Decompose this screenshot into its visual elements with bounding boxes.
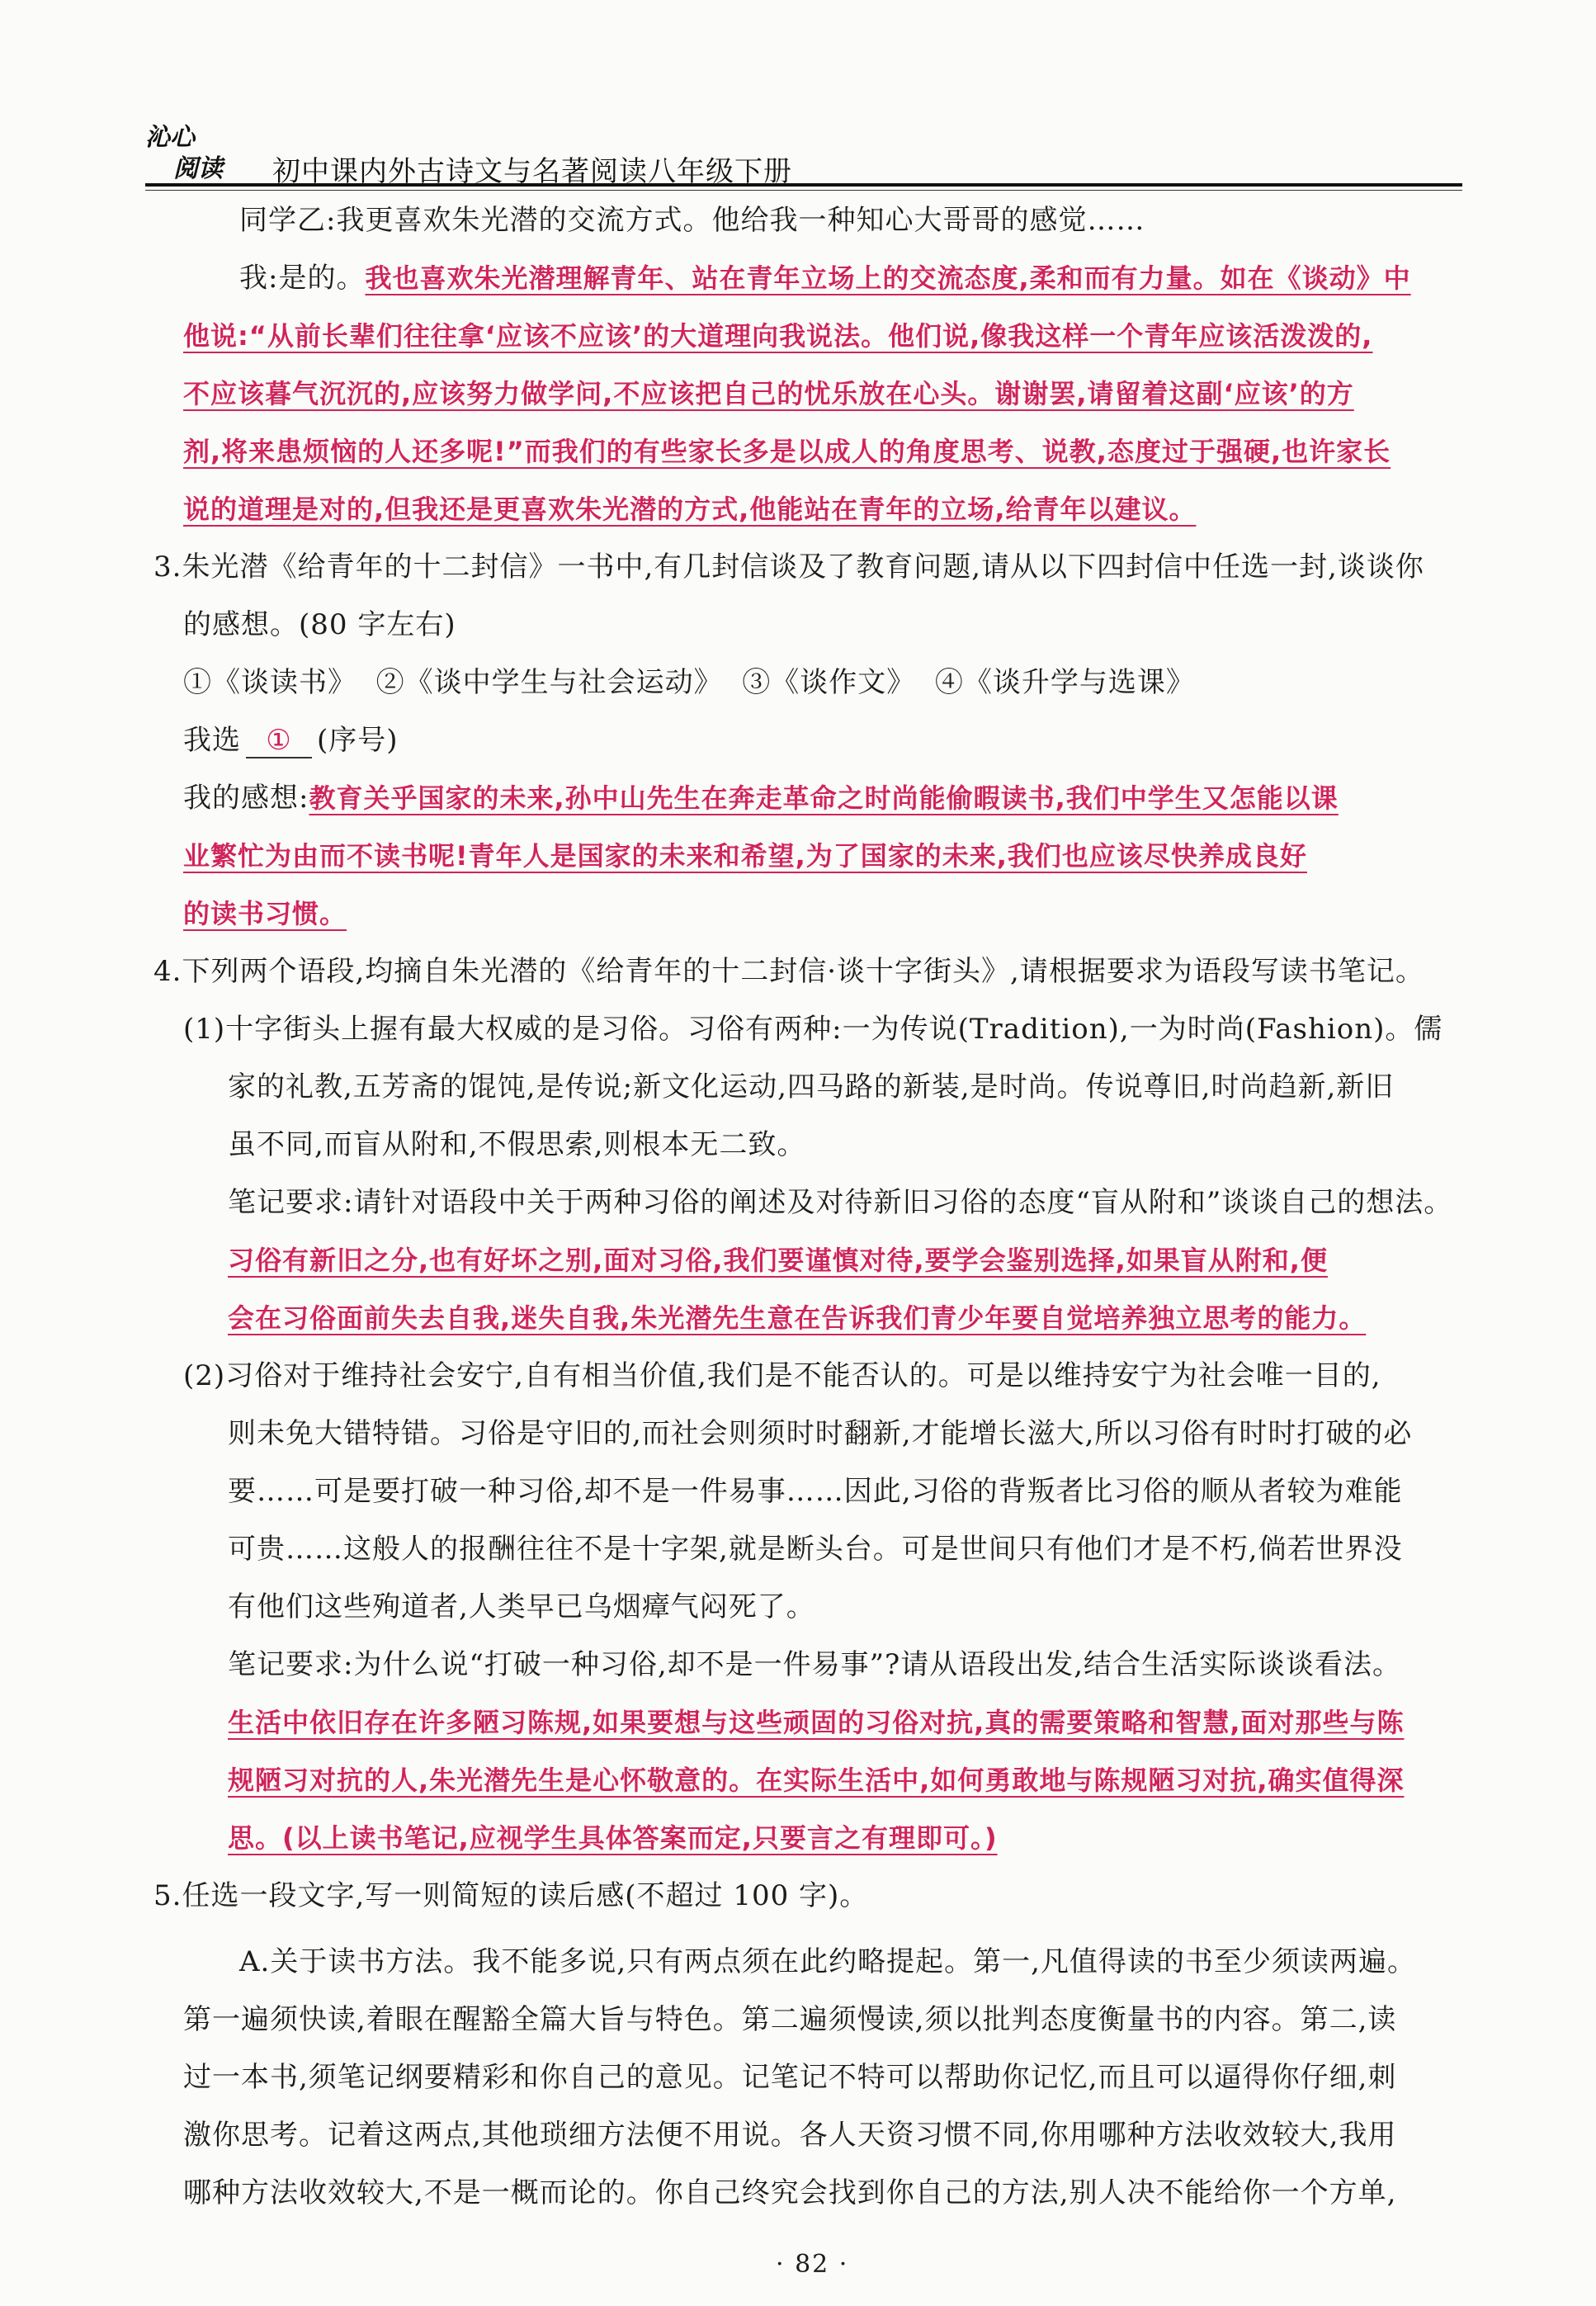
answer-line: 剂,将来患烦恼的人还多呢!”而我们的有些家长多是以成人的角度思考、说教,态度过于强硬,也许家长	[183, 436, 1391, 467]
speaker-label: 我:是的。	[239, 262, 366, 295]
answer-line	[239, 262, 1411, 295]
answer-line: 思。(以上读书笔记,应视学生具体答案而定,只要言之有理即可。)	[228, 1822, 998, 1854]
answer-line: 说的道理是对的,但我还是更喜欢朱光潜的方式,他能站在青年的立场,给青年以建议。	[183, 494, 1197, 525]
dialogue-line: 同学乙:我更喜欢朱光潜的交流方式。他给我一种知心大哥哥的感觉……	[239, 204, 1145, 237]
passage-2: 有他们这些殉道者,人类早已乌烟瘴气闷死了。	[228, 1590, 815, 1623]
note-requirement-1: 笔记要求:请针对语段中关于两种习俗的阐述及对待新旧习俗的态度“盲从附和”谈谈自己的想法。	[228, 1186, 1453, 1219]
page-number: · 82 ·	[776, 2250, 849, 2279]
answer-line: 规陋习对抗的人,朱光潜先生是心怀敬意的。在实际生活中,如何勇敢地与陈规陋习对抗,确实值得深	[228, 1765, 1405, 1796]
passage-1: (1)十字街头上握有最大权威的是习俗。习俗有两种:一为传说(Tradition),一为时尚(Fashion)。儒	[183, 1013, 1443, 1046]
logo-line-2: 阅读	[173, 154, 223, 183]
feeling-label: 我的感想:	[183, 782, 309, 815]
question-3-cont: 的感想。(80 字左右)	[183, 608, 456, 641]
passage-a: 过一本书,须笔记纲要精彩和你自己的意见。记笔记不特可以帮助你记忆,而且可以逼得你仔细,刺	[183, 2061, 1397, 2094]
logo-line-1: 沁心	[145, 123, 195, 152]
answer-line: 不应该暮气沉沉的,应该努力做学问,不应该把自己的忧乐放在心头。谢谢罢,请留着这副‘应该’的方	[183, 378, 1354, 409]
series-logo	[145, 122, 269, 182]
question-4: 4.下列两个语段,均摘自朱光潜的《给青年的十二封信·谈十字街头》,请根据要求为语段写读书笔记。	[153, 955, 1424, 988]
passage-2: 要……可是要打破一种习俗,却不是一件易事……因此,习俗的背叛者比习俗的顺从者较为难能	[228, 1475, 1403, 1508]
passage-a: 激你思考。记着这两点,其他琐细方法便不用说。各人天资习惯不同,你用哪种方法收效较大,我用	[183, 2119, 1397, 2152]
passage-a: 哪种方法收效较大,不是一概而论的。你自己终究会找到你自己的方法,别人决不能给你一个方单,	[183, 2176, 1397, 2209]
passage-1: 家的礼教,五芳斋的馄饨,是传说;新文化运动,四马路的新装,是时尚。传说尊旧,时尚趋新,新旧	[228, 1070, 1395, 1103]
answer-line: 业繁忙为由而不读书呢!青年人是国家的未来和希望,为了国家的未来,我们也应该尽快养成良好	[183, 840, 1307, 872]
answer-text: 教育关乎国家的未来,孙中山先生在奔走革命之时尚能偷暇读书,我们中学生又怎能以课	[309, 782, 1339, 814]
question-3: 3.朱光潜《给青年的十二封信》一书中,有几封信谈及了教育问题,请从以下四封信中任选一封,谈谈你	[153, 551, 1424, 584]
answer-line: 他说:“从前长辈们往往拿‘应该不应该’的大道理向我说法。他们说,像我这样一个青年应该活泼泼的,	[183, 320, 1373, 352]
passage-2: 则未免大错特错。习俗是守旧的,而社会则须时时翻新,才能增长滋大,所以习俗有时时打破的必	[228, 1417, 1413, 1450]
question-3-options: ①《谈读书》 ②《谈中学生与社会运动》 ③《谈作文》 ④《谈升学与选课》	[183, 666, 1195, 699]
passage-1: 虽不同,而盲从附和,不假思索,则根本无二致。	[228, 1128, 806, 1161]
choice-line	[183, 724, 399, 758]
answer-line: 生活中依旧存在许多陋习陈规,如果要想与这些顽固的习俗对抗,真的需要策略和智慧,面对那些与陈	[228, 1707, 1405, 1738]
passage-2: 可贵……这般人的报酬往往不是十字架,就是断头台。可是世间只有他们才是不朽,倘若世界没	[228, 1533, 1403, 1566]
feeling-line	[183, 782, 1339, 815]
choice-suffix: (序号)	[317, 724, 399, 757]
answer-text: 我也喜欢朱光潜理解青年、站在青年立场上的交流态度,柔和而有力量。如在《谈动》中	[365, 262, 1411, 294]
passage-a: 第一遍须快读,着眼在醒豁全篇大旨与特色。第二遍须慢读,须以批判态度衡量书的内容。第二,读	[183, 2003, 1397, 2036]
book-title: 初中课内外古诗文与名著阅读八年级下册	[272, 155, 792, 188]
choice-label: 我选	[183, 724, 241, 757]
choice-answer: ①	[246, 724, 312, 758]
answer-line: 习俗有新旧之分,也有好坏之别,面对习俗,我们要谨慎对待,要学会鉴别选择,如果盲从附和,便	[228, 1245, 1328, 1276]
answer-line: 的读书习惯。	[183, 898, 347, 929]
passage-a: A.关于读书方法。我不能多说,只有两点须在此约略提起。第一,凡值得读的书至少须读两遍。	[239, 1945, 1416, 1978]
passage-2: (2)习俗对于维持社会安宁,自有相当价值,我们是不能否认的。可是以维持安宁为社会唯一目的,	[183, 1359, 1381, 1392]
answer-line: 会在习俗面前失去自我,迷失自我,朱光潜先生意在告诉我们青少年要自觉培养独立思考的能力。	[228, 1302, 1367, 1334]
header-rule	[145, 183, 1462, 187]
header-rule-thin	[145, 190, 1462, 191]
note-requirement-2: 笔记要求:为什么说“打破一种习俗,却不是一件易事”?请从语段出发,结合生活实际谈谈看法。	[228, 1648, 1402, 1681]
question-5: 5.任选一段文字,写一则简短的读后感(不超过 100 字)。	[153, 1879, 869, 1912]
